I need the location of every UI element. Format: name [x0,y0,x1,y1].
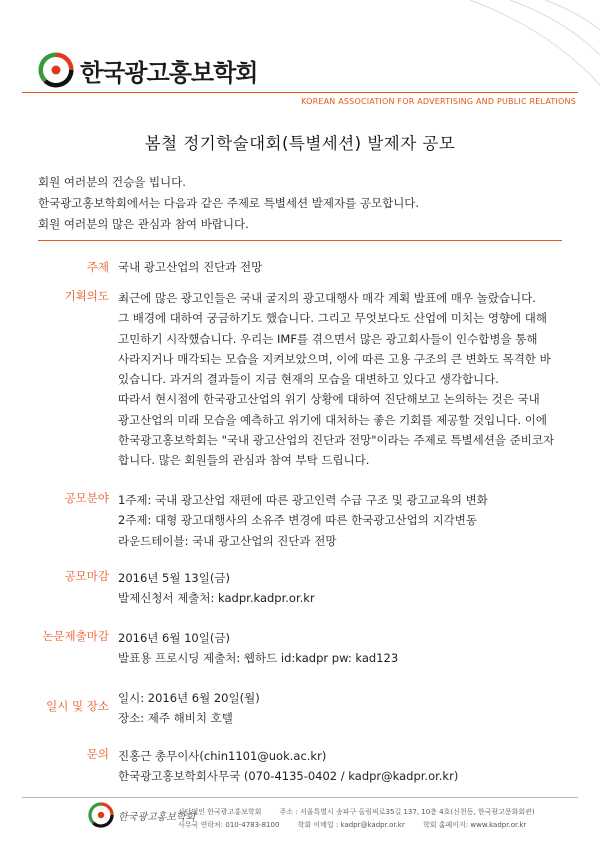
footer-org: 사단법인 한국광고홍보학회 [178,808,262,816]
section-line: 있습니다. 과거의 결과들이 지금 현재의 모습을 대변하고 있다고 생각합니다. [118,372,499,387]
section-label: 논문제출마감 [42,629,109,643]
section-label: 공모분야 [64,491,109,505]
section-label: 공모마감 [64,569,109,583]
section-line: 장소: 제주 해비치 호텔 [118,711,233,726]
section-line: 라운드테이블: 국내 광고산업의 진단과 전망 [118,533,337,548]
section-line: 진홍근 총무이사(chin1101@uok.ac.kr) [118,749,327,763]
org-emblem-icon [38,52,74,88]
section-line: 1주제: 국내 광고산업 재편에 따른 광고인력 수급 구조 및 광고교육의 변화 [118,493,488,507]
footer-email: 학회 이메일 : kadpr@kadpr.or.kr [297,820,405,829]
page-title: 봄철 정기학술대회(특별세션) 발제자 공모 [144,134,456,153]
section-content [118,688,560,729]
intro-line: 회원 여러분의 많은 관심과 참여 바랍니다. [38,217,249,231]
org-logo [38,52,257,88]
section-line: 국내 광고산업의 진단과 전망 [118,260,263,274]
org-english-name: KOREAN ASSOCIATION FOR ADVERTISING AND PUBLIC RELATIONS [301,97,576,106]
footer-address: 주소 : 서울특별시 송파구 올림픽로35길 137, 10층 4호(신천동, 한국광고문화회관) [279,808,535,816]
footer-homepage: 학회 홈페이지: www.kadpr.or.kr [422,820,527,829]
section-content [118,259,560,275]
section-line: 합니다. 많은 회원들의 관심과 참여 부탁 드립니다. [118,453,370,468]
section-line: 발표용 프로시딩 제출처: 웹하드 id:kadpr pw: kad123 [118,651,399,666]
section-line: 그 배경에 대하여 궁금하기도 했습니다. 그리고 무엇보다도 산업에 미치는 영향에 대해 [118,311,548,326]
section-content [118,746,560,787]
section-line: 따라서 현시점에 한국광고산업의 위기 상황에 대하여 진단해보고 논의하는 것은 국내 [118,392,540,407]
section-content [118,288,560,471]
footer-org-name: 한국광고홍보학회 [118,811,196,823]
section-line: 2016년 5월 13일(금) [118,571,230,585]
footer-info [178,806,551,831]
org-name: 한국광고홍보학회 [80,58,258,87]
intro-text [38,172,419,235]
section-line: 일시: 2016년 6월 20일(월) [118,691,260,705]
intro-line: 회원 여러분의 건승을 빕니다. [38,175,186,189]
section-line: 최근에 많은 광고인들은 국내 굴지의 광고대행사 매각 계획 발표에 매우 놀랐습니다. [118,291,536,305]
section-line: 사라지거나 매각되는 모습을 지켜보았으며, 이에 따른 고용 구조의 큰 변화도 목격한 바 [118,351,551,366]
footer-divider [22,797,578,798]
section-line: 광고산업의 미래 모습을 예측하고 위기에 대처하는 좋은 기회를 제공할 것입니다. 이에 [118,412,548,427]
section-line: 발제신청서 제출처: kadpr.kadpr.or.kr [118,591,315,606]
intro-divider [38,240,562,241]
section-label: 일시 및 장소 [46,699,109,713]
corner-decoration [350,0,600,90]
org-emblem-icon [88,802,114,828]
section-label: 기획의도 [64,289,109,303]
section-line: 2016년 6월 10일(금) [118,631,230,645]
section-line: 2주제: 대형 광고대행사의 소유주 변경에 따른 한국광고산업의 지각변동 [118,513,477,528]
section-line: 한국광고홍보학회사무국 (070-4135-0402 / kadpr@kadpr.or.kr) [118,769,459,784]
section-line: 한국광고홍보학회는 "국내 광고산업의 진단과 전망"이라는 주제로 특별세션을 준비코자 [118,433,555,448]
section-content [118,490,560,551]
section-label: 주제 [86,260,109,274]
section-label: 문의 [86,747,109,761]
section-line: 고민하기 시작했습니다. 우리는 IMF를 겪으면서 많은 광고회사들이 인수합병을 통해 [118,331,538,346]
intro-line: 한국광고홍보학회에서는 다음과 같은 주제로 특별세션 발제자를 공모합니다. [38,196,420,210]
section-content [118,568,560,609]
section-content [118,628,560,669]
footer-phone: 사무국 연락처: 010-4783-8100 [178,820,280,829]
header-divider [22,92,578,93]
